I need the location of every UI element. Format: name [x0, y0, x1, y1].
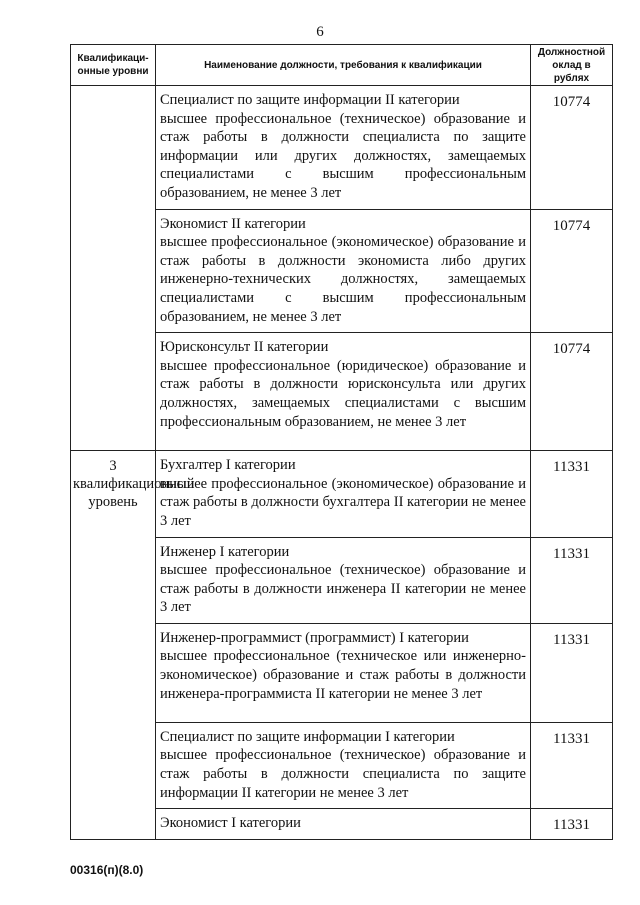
position-title: Бухгалтер I категории [160, 457, 296, 474]
position-cell [156, 333, 531, 451]
position-cell [156, 86, 531, 210]
salary-cell: 11331 [531, 623, 613, 722]
position-requirement: высшее профессиональное (техническое) образование и стаж работы в должности инженера II категории не менее 3 лет [160, 562, 526, 616]
salary-cell: 11331 [531, 451, 613, 537]
position-requirement: высшее профессиональное (техническое) образование и стаж работы в должности специалиста по защите информации или других должностях, замещаемых специалистами с высшим профессиональным образованием, не менее 3 лет [160, 110, 526, 201]
table-row [71, 451, 613, 537]
level-cell-continued [71, 86, 156, 451]
document-code: 00316(п)(8.0) [70, 863, 144, 877]
position-cell [156, 623, 531, 722]
position-cell [156, 809, 531, 840]
position-requirement: высшее профессиональное (экономическое) образование и стаж работы в должности экономиста либо других инженерно-технических должностях, замещаемых специалистами с высшим профессиональным образованием, не менее 3 лет [160, 234, 526, 325]
header-salary: Должностной оклад в рублях [531, 45, 613, 86]
position-cell [156, 537, 531, 623]
table-row [71, 86, 613, 210]
salary-cell: 10774 [531, 209, 613, 333]
level-cell: 3 квалификационный уровень [71, 451, 156, 840]
position-title: Инженер I категории [160, 543, 290, 560]
position-cell [156, 451, 531, 537]
position-requirement: высшее профессиональное (юридическое) образование и стаж работы в должности юрисконсульта или других должностях, замещаемых специалистами с высшим профессиональным образованием, не менее 3 лет [160, 357, 526, 430]
salary-cell: 11331 [531, 809, 613, 840]
salary-cell: 10774 [531, 86, 613, 210]
position-title: Юрисконсульт II категории [160, 339, 329, 356]
header-levels: Квалификаци-онные уровни [71, 45, 156, 86]
header-position: Наименование должности, требования к квалификации [156, 45, 531, 86]
salary-cell: 11331 [531, 537, 613, 623]
position-cell [156, 722, 531, 808]
qualification-table [70, 44, 613, 840]
position-title: Специалист по защите информации I категории [160, 728, 455, 745]
table-header-row [71, 45, 613, 86]
position-title: Инженер-программист (программист) I категории [160, 629, 469, 646]
salary-cell: 10774 [531, 333, 613, 451]
salary-cell: 11331 [531, 722, 613, 808]
position-cell [156, 209, 531, 333]
position-title: Экономист I категории [160, 815, 301, 832]
position-requirement: высшее профессиональное (экономическое) образование и стаж работы в должности бухгалтера II категории не менее 3 лет [160, 475, 526, 529]
position-title: Экономист II категории [160, 215, 306, 232]
position-requirement: высшее профессиональное (техническое) образование и стаж работы в должности специалиста по защите информации II категории не менее 3 лет [160, 747, 526, 801]
page-number: 6 [316, 24, 324, 40]
position-title: Специалист по защите информации II категории [160, 92, 460, 108]
position-requirement: высшее профессиональное (техническое или инженерно-экономическое) образование и стаж работы в должности инженера-программиста II категории не менее 3 лет [160, 648, 526, 702]
